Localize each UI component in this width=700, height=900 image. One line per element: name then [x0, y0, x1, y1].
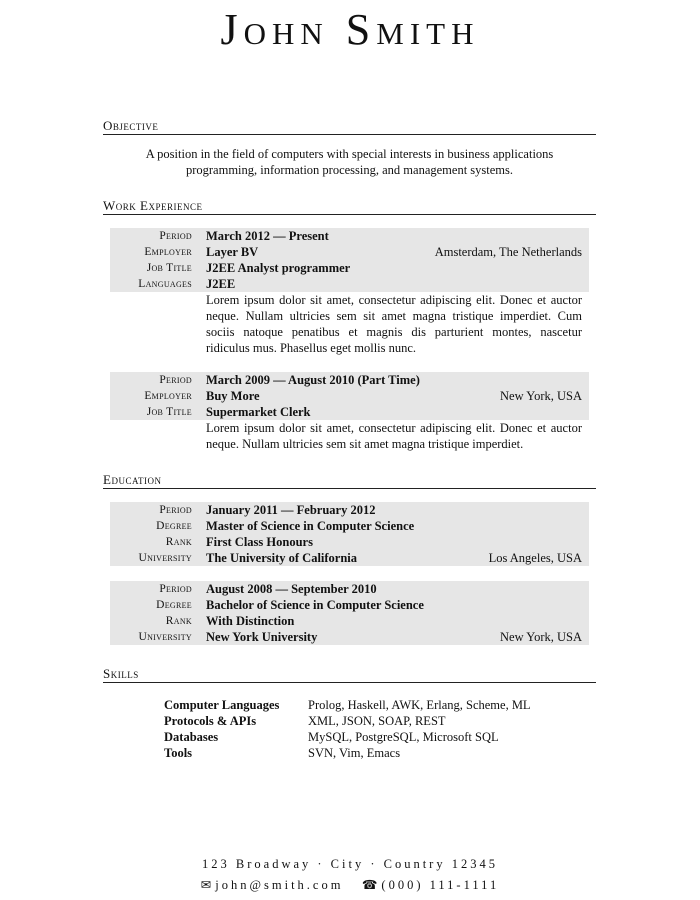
education-entry: [110, 581, 589, 645]
period-label: Period: [159, 374, 192, 386]
period-label: Period: [159, 583, 192, 595]
job-title-label: Job Title: [146, 262, 192, 274]
job-period-row: [110, 372, 589, 388]
degree-label: Degree: [156, 599, 192, 611]
edu-degree-row: [110, 597, 589, 613]
job-entry: [110, 228, 589, 356]
job-title: J2EE Analyst programmer: [206, 261, 351, 275]
resume-name: John Smith: [220, 5, 480, 54]
skill-value: SVN, Vim, Emacs: [308, 746, 401, 760]
edu-location: New York, USA: [500, 630, 582, 644]
university-label: University: [138, 631, 192, 643]
skill-value: XML, JSON, SOAP, REST: [308, 714, 446, 728]
edu-period-row: [110, 502, 589, 518]
objective-section: [103, 118, 596, 178]
edu-rank: With Distinction: [206, 614, 295, 628]
skill-category: Databases: [164, 730, 219, 744]
skill-row: [164, 729, 596, 745]
objective-text: A position in the field of computers with special interests in business applications programming, information processing, and management systems.: [145, 147, 554, 177]
job-title: Supermarket Clerk: [206, 405, 311, 419]
job-employer: Buy More: [206, 389, 260, 403]
job-description: Lorem ipsum dolor sit amet, consectetur adipiscing elit. Donec et auctor neque. Nullam ultricies sem sit amet magna tristique imperdiet.: [206, 421, 582, 451]
skill-value: Prolog, Haskell, AWK, Erlang, Scheme, ML: [308, 698, 531, 712]
edu-period: August 2008 — September 2010: [206, 582, 377, 596]
edu-degree: Bachelor of Science in Computer Science: [206, 598, 424, 612]
skill-row: [164, 745, 596, 761]
skill-row: [164, 713, 596, 729]
footer-address: 123 Broadway · City · Country 12345: [202, 857, 498, 871]
employer-label: Employer: [144, 390, 192, 402]
job-period-row: [110, 228, 589, 244]
edu-university-row: [110, 629, 589, 645]
work-experience-section: [103, 198, 596, 452]
education-section: [103, 472, 596, 645]
education-entry: [110, 502, 589, 566]
rank-label: Rank: [165, 536, 192, 548]
objective-heading: Objective: [103, 118, 596, 135]
edu-degree-row: [110, 518, 589, 534]
skills-heading: Skills: [103, 666, 596, 683]
edu-university: The University of California: [206, 551, 358, 565]
job-employer-row: [110, 388, 589, 404]
job-languages: J2EE: [206, 277, 236, 291]
edu-rank: First Class Honours: [206, 535, 313, 549]
job-languages-row: [110, 276, 589, 292]
job-title-row: [110, 404, 589, 420]
footer-phone: (000) 111-1111: [381, 878, 500, 892]
university-label: University: [138, 552, 192, 564]
edu-period: January 2011 — February 2012: [206, 503, 376, 517]
edu-rank-row: [110, 613, 589, 629]
education-heading: Education: [103, 472, 596, 489]
rank-label: Rank: [165, 615, 192, 627]
footer-email[interactable]: john@smith.com: [215, 878, 344, 892]
edu-rank-row: [110, 534, 589, 550]
phone-icon: ☎: [361, 878, 378, 892]
job-employer-row: [110, 244, 589, 260]
skills-list: [164, 697, 596, 761]
job-title-row: [110, 260, 589, 276]
skill-value: MySQL, PostgreSQL, Microsoft SQL: [308, 730, 499, 744]
edu-university-row: [110, 550, 589, 566]
job-title-label: Job Title: [146, 406, 192, 418]
degree-label: Degree: [156, 520, 192, 532]
job-employer: Layer BV: [206, 245, 259, 259]
job-entry: [110, 372, 589, 452]
employer-label: Employer: [144, 246, 192, 258]
work-experience-heading: Work Experience: [103, 198, 596, 215]
skills-section: [103, 666, 596, 761]
skill-category: Computer Languages: [164, 698, 280, 712]
job-description: Lorem ipsum dolor sit amet, consectetur adipiscing elit. Donec et auctor neque. Nullam ultricies sem sit amet magna tristique imperdiet. Cum sociis natoque penatibus et magnis dis parturient montes, nascetur ridiculus mus. Phasellus eget mollis nunc.: [206, 293, 582, 355]
edu-period-row: [110, 581, 589, 597]
envelope-icon: ✉: [200, 878, 212, 892]
job-location: Amsterdam, The Netherlands: [434, 245, 582, 259]
job-location: New York, USA: [500, 389, 582, 403]
languages-label: Languages: [138, 278, 192, 290]
footer-contact: [0, 877, 700, 893]
skill-category: Tools: [164, 746, 193, 760]
skill-row: [164, 697, 596, 713]
edu-location: Los Angeles, USA: [488, 551, 582, 565]
edu-degree: Master of Science in Computer Science: [206, 519, 415, 533]
job-period: March 2009 — August 2010 (Part Time): [206, 373, 420, 387]
job-period: March 2012 — Present: [206, 229, 329, 243]
period-label: Period: [159, 504, 192, 516]
edu-university: New York University: [206, 630, 318, 644]
skill-category: Protocols & APIs: [164, 714, 257, 728]
period-label: Period: [159, 230, 192, 242]
